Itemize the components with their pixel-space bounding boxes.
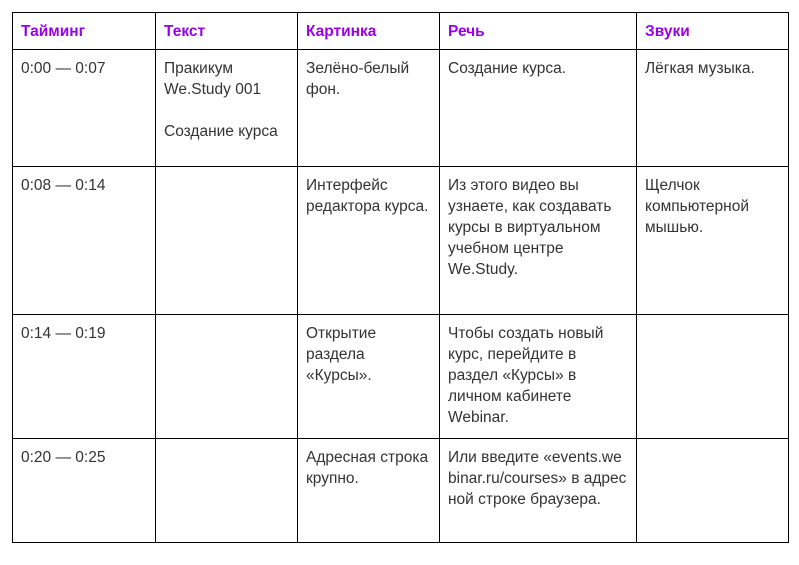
header-speech: Речь xyxy=(440,13,637,50)
cell-timing: 0:00 — 0:07 xyxy=(13,50,156,167)
cell-picture: Интерфейс редактора курса. xyxy=(298,167,440,315)
script-table xyxy=(12,12,789,543)
cell-sounds: Щелчок компьютерной мышью. xyxy=(637,167,789,315)
cell-picture: Открытие раздела «Курсы». xyxy=(298,315,440,439)
cell-timing: 0:08 — 0:14 xyxy=(13,167,156,315)
header-picture: Картинка xyxy=(298,13,440,50)
cell-sounds xyxy=(637,439,789,543)
table-row xyxy=(13,315,789,439)
cell-text xyxy=(156,167,298,315)
cell-text-line: Пракикум We.Study 001 xyxy=(164,60,262,98)
table-row xyxy=(13,439,789,543)
cell-picture: Адресная строка крупно. xyxy=(298,439,440,543)
cell-text xyxy=(156,315,298,439)
cell-speech: Из этого видео вы узнаете, как создавать курсы в виртуальном учебном центре We.Study. xyxy=(440,167,637,315)
cell-sounds: Лёгкая музыка. xyxy=(637,50,789,167)
header-row xyxy=(13,13,789,50)
cell-sounds xyxy=(637,315,789,439)
cell-speech: Создание курса. xyxy=(440,50,637,167)
cell-speech: Или введите «events.webinar.ru/courses» в адресной строке браузера. xyxy=(440,439,637,543)
cell-text xyxy=(156,439,298,543)
cell-text-line: Создание курса xyxy=(164,123,278,140)
cell-timing: 0:14 — 0:19 xyxy=(13,315,156,439)
cell-speech: Чтобы создать новый курс, перейдите в раздел «Курсы» в личном кабинете Webinar. xyxy=(440,315,637,439)
header-text: Текст xyxy=(156,13,298,50)
table-row xyxy=(13,50,789,167)
cell-picture: Зелёно-белый фон. xyxy=(298,50,440,167)
cell-timing: 0:20 — 0:25 xyxy=(13,439,156,543)
cell-text xyxy=(156,50,298,167)
table-row xyxy=(13,167,789,315)
header-sounds: Звуки xyxy=(637,13,789,50)
header-timing: Тайминг xyxy=(13,13,156,50)
